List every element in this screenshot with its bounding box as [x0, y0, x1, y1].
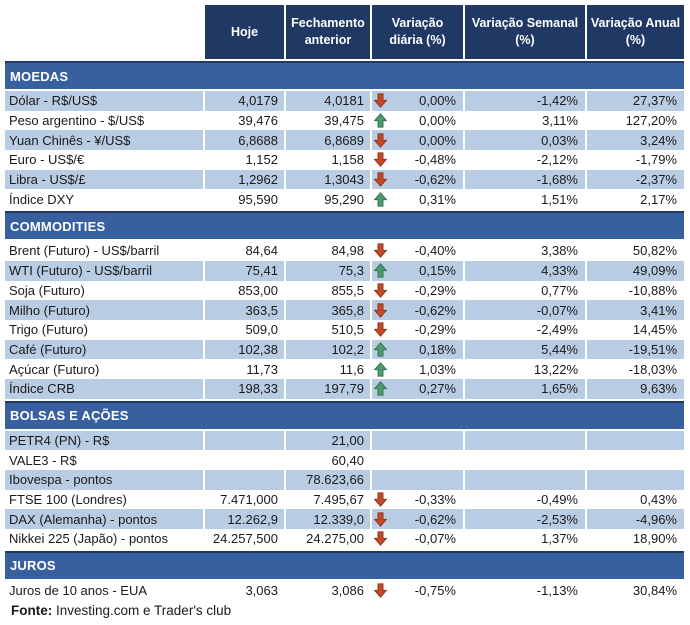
arrow-up-icon	[374, 341, 388, 357]
variacao-semanal-value: -1,68%	[463, 170, 585, 190]
header-fechamento-anterior: Fechamento anterior	[284, 5, 370, 59]
fechamento-anterior-value: 102,2	[284, 340, 370, 360]
variacao-diaria-cell	[370, 509, 463, 529]
table-row	[5, 130, 684, 150]
variacao-anual-value: 18,90%	[585, 529, 684, 549]
variacao-diaria-value: -0,29%	[414, 282, 456, 298]
variacao-semanal-value: 13,22%	[463, 359, 585, 379]
row-label: FTSE 100 (Londres)	[9, 492, 127, 508]
header-hoje: Hoje	[203, 5, 284, 59]
section-title: JUROS	[10, 558, 56, 574]
header-variacao-semanal: Variação Semanal (%)	[463, 5, 585, 59]
fechamento-anterior-value: 7.495,67	[284, 490, 370, 510]
arrow-down-icon	[374, 322, 388, 338]
variacao-diaria-value: 0,31%	[419, 191, 456, 207]
table-row	[5, 170, 684, 190]
financial-table	[5, 5, 684, 618]
variacao-diaria-value: 0,00%	[419, 132, 456, 148]
fechamento-anterior-value: 78.623,66	[284, 470, 370, 490]
table-row	[5, 509, 684, 529]
hoje-value: 95,590	[203, 189, 284, 209]
variacao-diaria-value: 0,00%	[419, 113, 456, 129]
hoje-value: 39,476	[203, 111, 284, 131]
arrow-up-icon	[374, 263, 388, 279]
variacao-diaria-value: 0,00%	[419, 93, 456, 109]
row-label: Libra - US$/£	[5, 170, 203, 190]
row-label: DAX (Alemanha) - pontos	[5, 509, 203, 529]
row-label: Nikkei 225 (Japão) - pontos	[9, 531, 168, 547]
arrow-up-icon	[374, 361, 388, 377]
variacao-diaria-cell	[370, 340, 463, 360]
variacao-diaria-value: 0,18%	[419, 341, 456, 357]
row-label: Dólar - R$/US$	[5, 91, 203, 111]
row-label: Trigo (Futuro)	[9, 322, 88, 338]
fechamento-anterior-value: 75,3	[284, 261, 370, 281]
variacao-diaria-value: -0,07%	[414, 531, 456, 547]
table-row	[5, 529, 684, 549]
variacao-anual-value: 9,63%	[585, 379, 684, 399]
variacao-diaria-cell	[370, 261, 463, 281]
fechamento-anterior-value: 95,290	[284, 189, 370, 209]
section-title: MOEDAS	[10, 68, 69, 84]
variacao-diaria-value: -0,33%	[414, 492, 456, 508]
hoje-value: 12.262,9	[203, 509, 284, 529]
variacao-semanal-value: 5,44%	[463, 340, 585, 360]
variacao-anual-value: -10,88%	[585, 281, 684, 301]
variacao-anual-value: 27,37%	[585, 91, 684, 111]
row-label: Ibovespa - pontos	[5, 470, 203, 490]
variacao-diaria-cell	[370, 529, 463, 549]
table-row	[5, 241, 684, 261]
table-row	[5, 340, 684, 360]
section-header	[5, 211, 684, 239]
hoje-value: 102,38	[203, 340, 284, 360]
variacao-semanal-value: 0,03%	[463, 130, 585, 150]
fechamento-anterior-value: 6,8689	[284, 130, 370, 150]
variacao-semanal-value: -2,49%	[463, 320, 585, 340]
table-row	[5, 111, 684, 131]
variacao-diaria-cell	[370, 130, 463, 150]
row-label: Soja (Futuro)	[9, 282, 85, 298]
variacao-semanal-value: 3,11%	[463, 111, 585, 131]
variacao-semanal-value: -1,13%	[463, 581, 585, 601]
fechamento-anterior-value: 84,98	[284, 241, 370, 261]
variacao-diaria-value: -0,62%	[414, 302, 456, 318]
variacao-anual-value: 2,17%	[585, 189, 684, 209]
variacao-anual-value	[585, 431, 684, 451]
arrow-down-icon	[374, 282, 388, 298]
fechamento-anterior-value: 11,6	[284, 359, 370, 379]
fechamento-anterior-value: 12.339,0	[284, 509, 370, 529]
hoje-value: 6,8688	[203, 130, 284, 150]
section-header	[5, 551, 684, 579]
variacao-diaria-cell	[370, 450, 463, 470]
variacao-diaria-value: -0,40%	[414, 243, 456, 259]
variacao-diaria-cell	[370, 379, 463, 399]
fechamento-anterior-value: 197,79	[284, 379, 370, 399]
hoje-value: 363,5	[203, 300, 284, 320]
fechamento-anterior-value: 4,0181	[284, 91, 370, 111]
variacao-anual-value: 3,41%	[585, 300, 684, 320]
variacao-semanal-value: -0,49%	[463, 490, 585, 510]
variacao-diaria-value: -0,29%	[414, 322, 456, 338]
table-row	[5, 431, 684, 451]
variacao-diaria-cell	[370, 431, 463, 451]
variacao-diaria-cell	[370, 581, 463, 601]
source-label: Fonte:	[11, 603, 53, 619]
arrow-down-icon	[374, 93, 388, 109]
variacao-diaria-value: 0,27%	[419, 381, 456, 397]
row-label: PETR4 (PN) - R$	[5, 431, 203, 451]
row-label: Café (Futuro)	[5, 340, 203, 360]
variacao-anual-value: 49,09%	[585, 261, 684, 281]
variacao-diaria-cell	[370, 359, 463, 379]
table-row	[5, 150, 684, 170]
hoje-value: 75,41	[203, 261, 284, 281]
row-label: WTI (Futuro) - US$/barril	[5, 261, 203, 281]
hoje-value: 24.257,500	[203, 529, 284, 549]
table-row	[5, 359, 684, 379]
variacao-diaria-value: -0,62%	[414, 511, 456, 527]
variacao-semanal-value: 3,38%	[463, 241, 585, 261]
hoje-value: 1,2962	[203, 170, 284, 190]
arrow-down-icon	[374, 492, 388, 508]
fechamento-anterior-value: 39,475	[284, 111, 370, 131]
variacao-anual-value: 127,20%	[585, 111, 684, 131]
variacao-diaria-cell	[370, 111, 463, 131]
hoje-value: 198,33	[203, 379, 284, 399]
arrow-down-icon	[374, 172, 388, 188]
row-label: Brent (Futuro) - US$/barril	[9, 243, 160, 259]
fechamento-anterior-value: 21,00	[284, 431, 370, 451]
variacao-semanal-value: 1,37%	[463, 529, 585, 549]
table-row	[5, 91, 684, 111]
variacao-anual-value: 50,82%	[585, 241, 684, 261]
row-label: VALE3 - R$	[9, 452, 77, 468]
row-label: Índice DXY	[9, 191, 75, 207]
fechamento-anterior-value: 3,086	[284, 581, 370, 601]
variacao-semanal-value: 1,65%	[463, 379, 585, 399]
arrow-down-icon	[374, 583, 388, 599]
table-row	[5, 581, 684, 601]
fechamento-anterior-value: 365,8	[284, 300, 370, 320]
variacao-anual-value: 14,45%	[585, 320, 684, 340]
variacao-diaria-cell	[370, 170, 463, 190]
variacao-anual-value: 30,84%	[585, 581, 684, 601]
variacao-semanal-value: -2,53%	[463, 509, 585, 529]
fechamento-anterior-value: 510,5	[284, 320, 370, 340]
table-row	[5, 450, 684, 470]
hoje-value: 1,152	[203, 150, 284, 170]
hoje-value	[203, 431, 284, 451]
variacao-diaria-cell	[370, 320, 463, 340]
variacao-semanal-value	[463, 470, 585, 490]
variacao-diaria-cell	[370, 150, 463, 170]
hoje-value: 509,0	[203, 320, 284, 340]
variacao-diaria-cell	[370, 189, 463, 209]
fechamento-anterior-value: 855,5	[284, 281, 370, 301]
table-body	[5, 61, 684, 600]
table-row	[5, 490, 684, 510]
arrow-up-icon	[374, 113, 388, 129]
fechamento-anterior-value: 1,3043	[284, 170, 370, 190]
variacao-semanal-value: -0,07%	[463, 300, 585, 320]
table-row	[5, 300, 684, 320]
variacao-diaria-value: 0,15%	[419, 263, 456, 279]
hoje-value	[203, 470, 284, 490]
variacao-diaria-value: 1,03%	[419, 361, 456, 377]
variacao-anual-value: -1,79%	[585, 150, 684, 170]
arrow-down-icon	[374, 243, 388, 259]
arrow-down-icon	[374, 511, 388, 527]
row-label: Euro - US$/€	[9, 152, 85, 168]
variacao-semanal-value: -1,42%	[463, 91, 585, 111]
fechamento-anterior-value: 60,40	[284, 450, 370, 470]
source-text: Investing.com e Trader's club	[52, 603, 232, 619]
variacao-diaria-cell	[370, 281, 463, 301]
arrow-down-icon	[374, 152, 388, 168]
variacao-anual-value	[585, 470, 684, 490]
variacao-semanal-value: 0,77%	[463, 281, 585, 301]
variacao-anual-value: -18,03%	[585, 359, 684, 379]
variacao-anual-value: -19,51%	[585, 340, 684, 360]
hoje-value: 11,73	[203, 359, 284, 379]
section-header	[5, 401, 684, 429]
section-header	[5, 61, 684, 89]
arrow-up-icon	[374, 191, 388, 207]
fechamento-anterior-value: 24.275,00	[284, 529, 370, 549]
variacao-diaria-cell	[370, 470, 463, 490]
variacao-anual-value: -4,96%	[585, 509, 684, 529]
source-note	[11, 603, 684, 618]
table-row	[5, 379, 684, 399]
variacao-diaria-value: -0,48%	[414, 152, 456, 168]
hoje-value: 853,00	[203, 281, 284, 301]
variacao-semanal-value: -2,12%	[463, 150, 585, 170]
variacao-anual-value: 0,43%	[585, 490, 684, 510]
arrow-down-icon	[374, 302, 388, 318]
row-label: Juros de 10 anos - EUA	[9, 583, 148, 599]
variacao-diaria-cell	[370, 490, 463, 510]
variacao-diaria-cell	[370, 241, 463, 261]
variacao-diaria-cell	[370, 91, 463, 111]
section-title: BOLSAS E AÇÕES	[10, 408, 129, 424]
table-row	[5, 281, 684, 301]
row-label: Yuan Chinês - ¥/US$	[5, 130, 203, 150]
table-row	[5, 261, 684, 281]
variacao-semanal-value: 4,33%	[463, 261, 585, 281]
variacao-semanal-value	[463, 450, 585, 470]
section-title: COMMODITIES	[10, 218, 106, 234]
header-variacao-diaria: Variação diária (%)	[370, 5, 463, 59]
hoje-value: 3,063	[203, 581, 284, 601]
row-label: Índice CRB	[5, 379, 203, 399]
variacao-semanal-value: 1,51%	[463, 189, 585, 209]
hoje-value	[203, 450, 284, 470]
header-corner-cell	[5, 5, 203, 59]
table-header-row	[5, 5, 684, 59]
variacao-diaria-cell	[370, 300, 463, 320]
variacao-diaria-value: -0,75%	[414, 583, 456, 599]
arrow-down-icon	[374, 531, 388, 547]
variacao-anual-value	[585, 450, 684, 470]
arrow-down-icon	[374, 132, 388, 148]
row-label: Milho (Futuro)	[5, 300, 203, 320]
table-row	[5, 470, 684, 490]
table-row	[5, 189, 684, 209]
header-variacao-anual: Variação Anual (%)	[585, 5, 684, 59]
variacao-semanal-value	[463, 431, 585, 451]
row-label: Açúcar (Futuro)	[9, 361, 100, 377]
hoje-value: 84,64	[203, 241, 284, 261]
variacao-anual-value: 3,24%	[585, 130, 684, 150]
arrow-up-icon	[374, 381, 388, 397]
variacao-diaria-value: -0,62%	[414, 172, 456, 188]
hoje-value: 7.471,000	[203, 490, 284, 510]
table-row	[5, 320, 684, 340]
fechamento-anterior-value: 1,158	[284, 150, 370, 170]
variacao-anual-value: -2,37%	[585, 170, 684, 190]
row-label: Peso argentino - $/US$	[9, 113, 145, 129]
hoje-value: 4,0179	[203, 91, 284, 111]
